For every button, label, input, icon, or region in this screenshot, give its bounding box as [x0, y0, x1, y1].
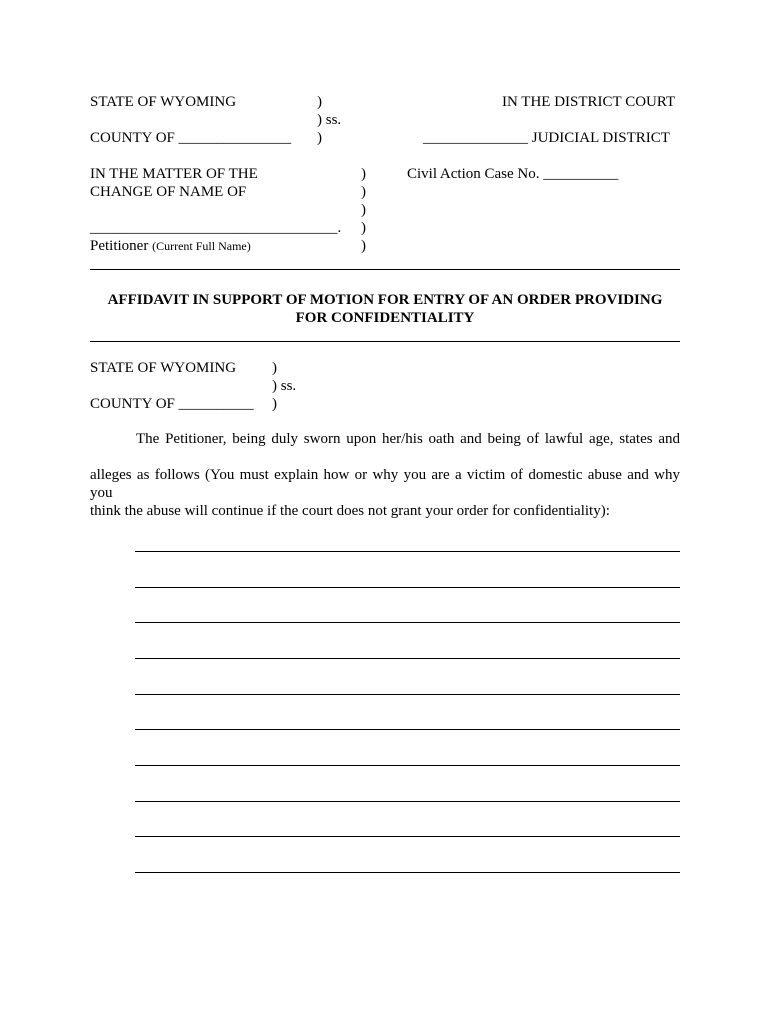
document-title-line-2: FOR CONFIDENTIALITY — [295, 310, 475, 326]
petitioner-label-text: Petitioner — [90, 238, 149, 254]
venue-paren: ) — [272, 360, 277, 376]
answer-line[interactable] — [135, 658, 680, 659]
caption-ss: ) ss. — [317, 112, 342, 128]
matter-paren: ) — [361, 238, 366, 254]
answer-line[interactable] — [135, 551, 680, 552]
venue-state-label: STATE OF WYOMING — [90, 360, 237, 376]
body-line-2-text: alleges as follows (You must explain how or why you are a victim of domestic abuse and why you — [90, 467, 680, 501]
caption-paren: ) — [317, 130, 322, 146]
petitioner-name-blank[interactable]: _________________________________. — [90, 220, 342, 236]
answer-line[interactable] — [135, 587, 680, 588]
caption-state-label: STATE OF WYOMING — [90, 94, 237, 110]
caption-court-label: IN THE DISTRICT COURT — [502, 94, 676, 110]
answer-line[interactable] — [135, 729, 680, 730]
case-number-label: Civil Action Case No. __________ — [407, 166, 619, 182]
caption-paren: ) — [317, 94, 322, 110]
answer-line[interactable] — [135, 872, 680, 873]
answer-line[interactable] — [135, 765, 680, 766]
matter-paren: ) — [361, 166, 366, 182]
matter-paren: ) — [361, 220, 366, 236]
answer-line[interactable] — [135, 622, 680, 623]
answer-line[interactable] — [135, 836, 680, 837]
body-line-1 — [136, 430, 680, 448]
caption-county-label: COUNTY OF _______________ — [90, 130, 292, 146]
title-top-rule — [90, 269, 680, 270]
matter-line-2: CHANGE OF NAME OF — [90, 184, 247, 200]
venue-paren: ) — [272, 396, 277, 412]
title-bottom-rule — [90, 341, 680, 342]
matter-paren: ) — [361, 202, 366, 218]
matter-paren: ) — [361, 184, 366, 200]
caption-judicial-district: ______________ JUDICIAL DISTRICT — [423, 130, 670, 146]
body-line-2 — [90, 466, 680, 502]
venue-ss: ) ss. — [272, 378, 297, 394]
document-title-line-1: AFFIDAVIT IN SUPPORT OF MOTION FOR ENTRY OF AN ORDER PROVIDING — [107, 292, 663, 308]
petitioner-label — [90, 237, 251, 255]
body-line-1-text: The Petitioner, being duly sworn upon her/his oath and being of lawful age, states and — [136, 431, 680, 447]
matter-line-1: IN THE MATTER OF THE — [90, 166, 258, 182]
petitioner-note: (Current Full Name) — [152, 239, 251, 253]
venue-county-label: COUNTY OF __________ — [90, 396, 254, 412]
answer-line[interactable] — [135, 694, 680, 695]
body-line-3: think the abuse will continue if the court does not grant your order for confidentiality): — [90, 503, 610, 519]
answer-line[interactable] — [135, 801, 680, 802]
